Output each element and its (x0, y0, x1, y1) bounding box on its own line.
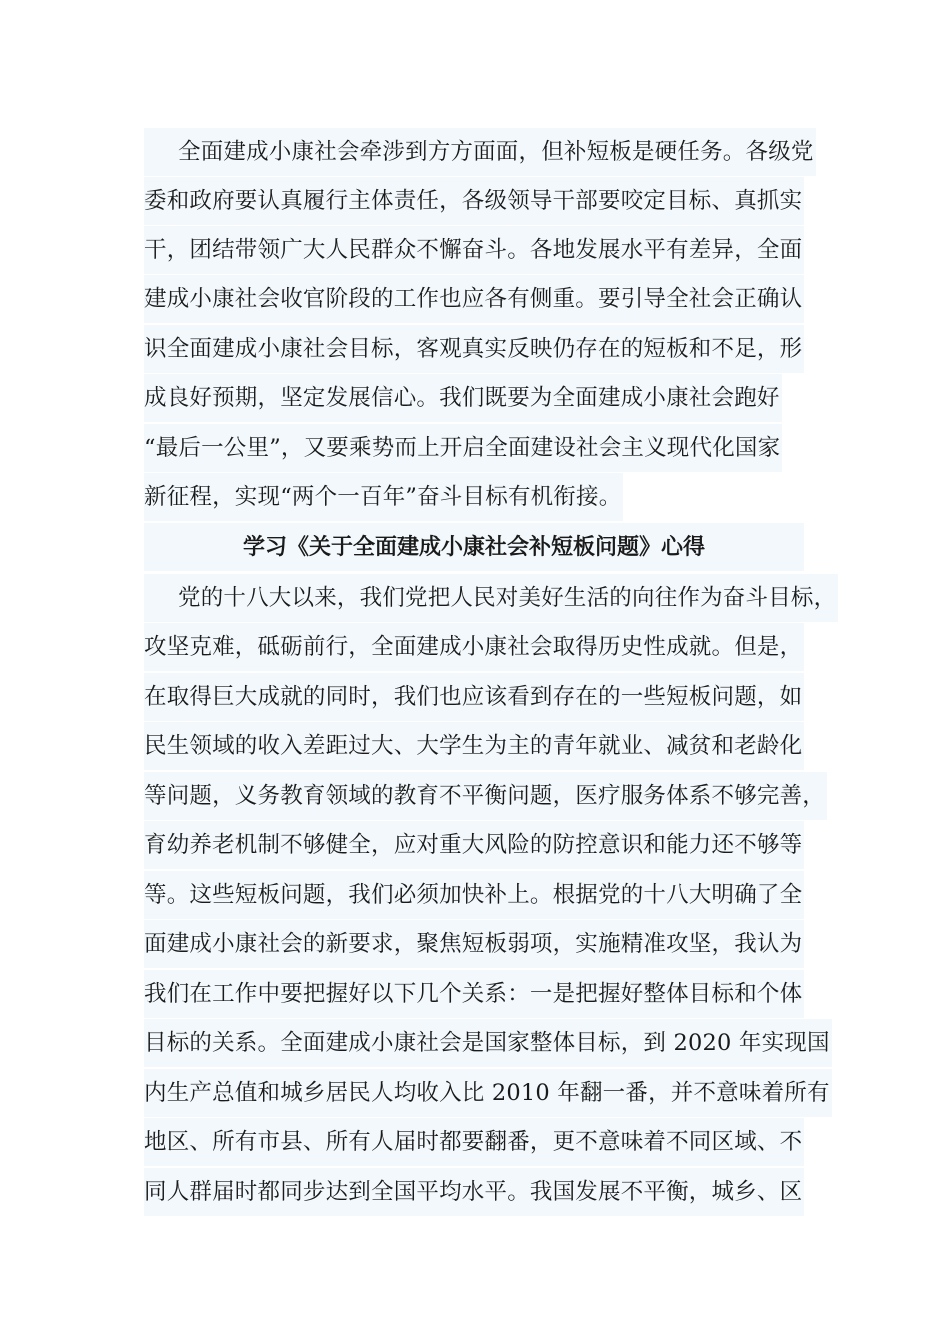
paragraph-2-line-1: 党的十八大以来，我们党把人民对美好生活的向往作为奋斗目标， (144, 574, 838, 622)
paragraph-1-line-4: 建成小康社会收官阶段的工作也应各有侧重。要引导全社会正确认 (144, 275, 804, 323)
paragraph-2-line-13: 同人群届时都同步达到全国平均水平。我国发展不平衡，城乡、区 (144, 1168, 804, 1216)
paragraph-2-line-10: 目标的关系。全面建成小康社会是国家整体目标，到 2020 年实现国 (144, 1019, 832, 1067)
paragraph-2-line-6: 育幼养老机制不够健全，应对重大风险的防控意识和能力还不够等 (144, 821, 804, 869)
paragraph-1-line-2: 委和政府要认真履行主体责任，各级领导干部要咬定目标、真抓实 (144, 177, 804, 225)
paragraph-1-line-1: 全面建成小康社会牵涉到方方面面，但补短板是硬任务。各级党 (144, 128, 816, 176)
paragraph-2-line-5: 等问题，义务教育领域的教育不平衡问题，医疗服务体系不够完善， (144, 772, 827, 820)
paragraph-2-line-8: 面建成小康社会的新要求，聚焦短板弱项，实施精准攻坚，我认为 (144, 920, 804, 968)
paragraph-1-line-3: 干，团结带领广大人民群众不懈奋斗。各地发展水平有差异，全面 (144, 226, 804, 274)
paragraph-1-line-8: 新征程，实现“两个一百年”奋斗目标有机衔接。 (144, 473, 623, 521)
paragraph-1-line-6: 成良好预期，坚定发展信心。我们既要为全面建成小康社会跑好 (144, 374, 782, 422)
section-heading: 学习《关于全面建成小康社会补短板问题》心得 (144, 523, 804, 571)
paragraph-2-line-7: 等。这些短板问题，我们必须加快补上。根据党的十八大明确了全 (144, 871, 804, 919)
paragraph-2-line-11: 内生产总值和城乡居民人均收入比 2010 年翻一番，并不意味着所有 (144, 1069, 832, 1117)
paragraph-2-line-2: 攻坚克难，砥砺前行，全面建成小康社会取得历史性成就。但是， (144, 623, 804, 671)
paragraph-2-line-12: 地区、所有市县、所有人届时都要翻番，更不意味着不同区域、不 (144, 1118, 804, 1166)
paragraph-1-line-7: “最后一公里”，又要乘势而上开启全面建设社会主义现代化国家 (144, 424, 782, 472)
paragraph-1-line-5: 识全面建成小康社会目标，客观真实反映仍存在的短板和不足，形 (144, 325, 804, 373)
paragraph-2-line-3: 在取得巨大成就的同时，我们也应该看到存在的一些短板问题，如 (144, 673, 804, 721)
paragraph-2-line-9: 我们在工作中要把握好以下几个关系：一是把握好整体目标和个体 (144, 970, 804, 1018)
paragraph-2-line-4: 民生领域的收入差距过大、大学生为主的青年就业、减贫和老龄化 (144, 722, 804, 770)
